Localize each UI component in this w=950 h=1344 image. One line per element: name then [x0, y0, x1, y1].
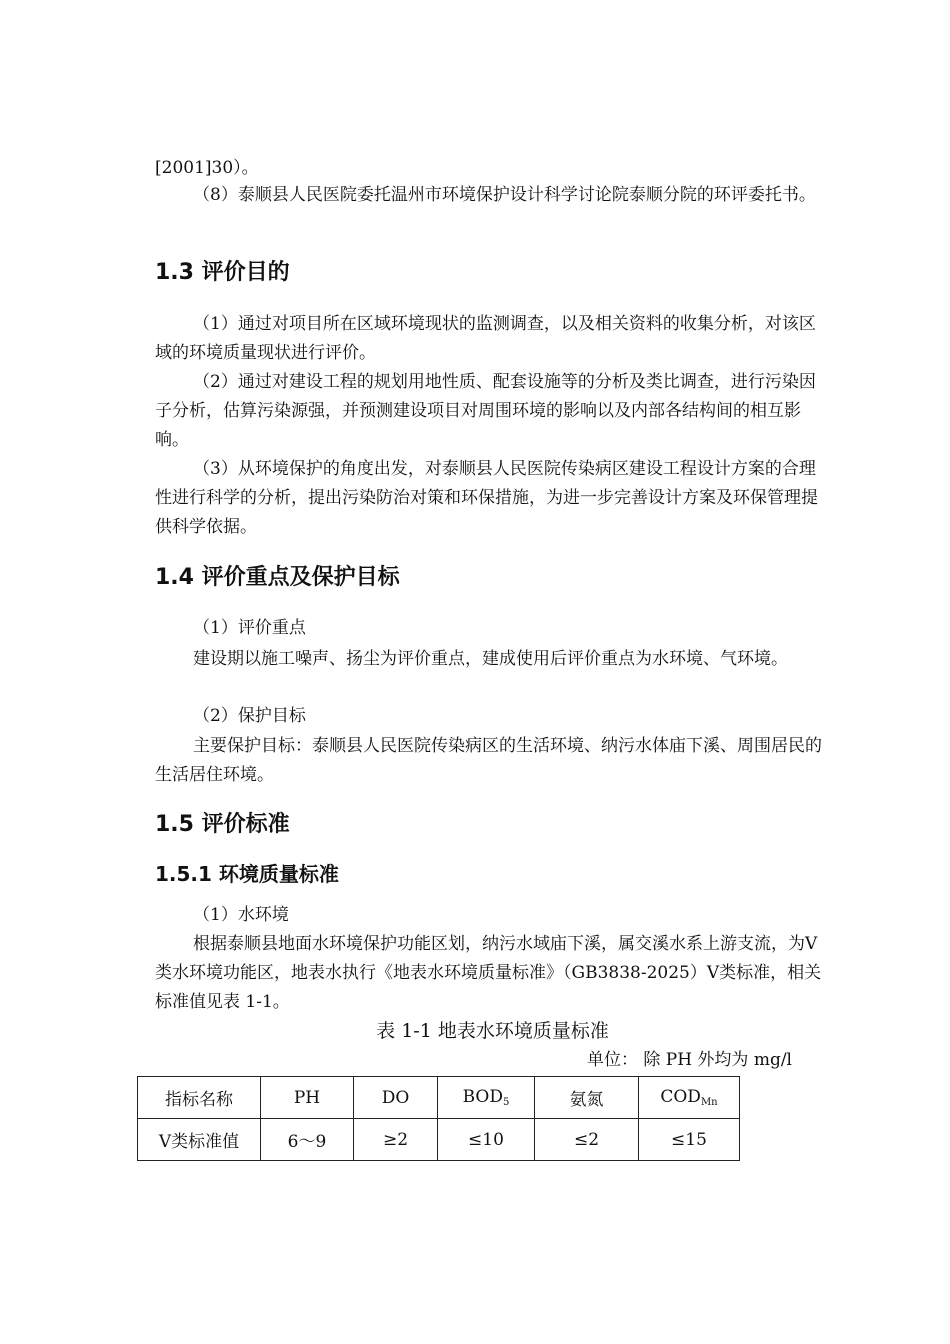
header-cod-sub: Mn	[700, 1097, 718, 1108]
section-heading-1-5: 1.5 评价标准	[155, 812, 290, 837]
value-ph: 6～9	[261, 1119, 354, 1161]
header-cod-main: COD	[660, 1087, 701, 1107]
reference-item-8: （8）泰顺县人民医院委托温州市环境保护设计科学讨论院泰顺分院的环评委托书。	[193, 185, 816, 205]
focus-title: （1）评价重点	[193, 618, 306, 638]
table-unit-note: 单位： 除 PH 外均为 mg/l	[586, 1050, 792, 1070]
section-heading-1-5-1: 1.5.1 环境质量标准	[155, 862, 339, 886]
reference-tail: [2001]30）。	[155, 158, 259, 178]
header-indicator-name: 指标名称	[138, 1077, 261, 1119]
purpose-paragraph-2: （2）通过对建设工程的规划用地性质、配套设施等的分析及类比调查，进行污染因子分析，估算污染源强，并预测建设项目对周围环境的影响以及内部各结构间的相互影响。	[155, 372, 816, 450]
section-heading-1-3: 1.3 评价目的	[155, 260, 290, 285]
header-do: DO	[354, 1077, 438, 1119]
header-ph: PH	[261, 1077, 354, 1119]
section-heading-1-4: 1.4 评价重点及保护目标	[155, 565, 400, 590]
value-ammonia: ≤2	[535, 1119, 639, 1161]
value-codmn: ≤15	[639, 1119, 740, 1161]
focus-body: 建设期以施工噪声、扬尘为评价重点，建成使用后评价重点为水环境、气环境。	[193, 649, 788, 669]
water-quality-table	[137, 1076, 740, 1161]
purpose-paragraph-1: （1）通过对项目所在区域环境现状的监测调查，以及相关资料的收集分析，对该区域的环境质量现状进行评价。	[155, 314, 816, 363]
header-ammonia: 氨氮	[535, 1077, 639, 1119]
table-row	[138, 1119, 740, 1161]
water-title: （1）水环境	[193, 905, 289, 925]
target-body: 主要保护目标：泰顺县人民医院传染病区的生活环境、纳污水体庙下溪、周围居民的生活居住环境。	[155, 736, 822, 785]
target-title: （2）保护目标	[193, 706, 306, 726]
purpose-paragraph-3: （3）从环境保护的角度出发，对泰顺县人民医院传染病区建设工程设计方案的合理性进行科学的分析，提出污染防治对策和环保措施，为进一步完善设计方案及环保管理提供科学依据。	[155, 459, 818, 537]
table-header-row	[138, 1077, 740, 1119]
header-bod-sub: 5	[503, 1097, 510, 1108]
value-bod5: ≤10	[438, 1119, 535, 1161]
table-caption: 表 1-1 地表水环境质量标准	[376, 1020, 609, 1042]
header-codmn	[639, 1077, 740, 1119]
row-label: Ⅴ类标准值	[138, 1119, 261, 1161]
water-body: 根据泰顺县地面水环境保护功能区划，纳污水域庙下溪，属交溪水系上游支流，为Ⅴ类水环境功能区，地表水执行《地表水环境质量标准》（GB3838-2025）Ⅴ类标准，相关标准值见表 1-1。	[155, 934, 822, 1012]
header-bod5	[438, 1077, 535, 1119]
value-do: ≥2	[354, 1119, 438, 1161]
header-bod-main: BOD	[462, 1087, 503, 1107]
